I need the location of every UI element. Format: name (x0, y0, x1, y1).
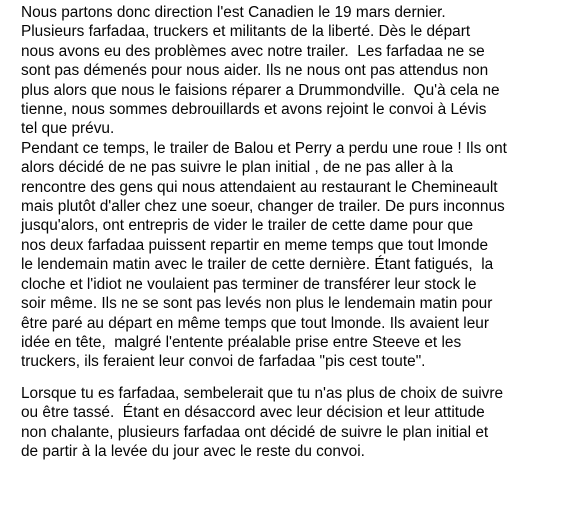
text-line: Plusieurs farfadaa, truckers et militants de la liberté. Dès le départ (21, 23, 471, 41)
text-line: idée en tête, malgré l'entente préalable prise entre Steeve et les (21, 333, 462, 351)
text-line: le lendemain matin avec le trailer de cette dernière. Étant fatigués, la (21, 256, 494, 274)
text-line: plus alors que nous le faisions réparer a Drummondville. Qu'à cela ne (21, 81, 500, 99)
text-line: truckers, ils feraient leur convoi de farfadaa "pis cest toute". (21, 353, 426, 371)
paragraph-1 (21, 3, 557, 372)
text-line: être paré au départ en même temps que tout lmonde. Ils avaient leur (21, 314, 489, 332)
text-line: de partir à la levée du jour avec le reste du convoi. (21, 442, 365, 460)
text-line: ou être tassé. Étant en désaccord avec leur décision et leur attitude (21, 404, 485, 422)
text-line: Pendant ce temps, le trailer de Balou et Perry a perdu une roue ! Ils ont (21, 139, 507, 157)
text-line: alors décidé de ne pas suivre le plan initial , de ne pas aller à la (21, 159, 454, 177)
text-line: sont pas démenés pour nous aider. Ils ne nous ont pas attendus non (21, 62, 489, 80)
text-line: rencontre des gens qui nous attendaient au restaurant le Chemineault (21, 178, 498, 196)
text-line: nos deux farfadaa puissent repartir en meme temps que tout lmonde (21, 236, 489, 254)
text-line: Nous partons donc direction l'est Canadien le 19 mars dernier. (21, 4, 446, 21)
text-line: Lorsque tu es farfadaa, sembelerait que tu n'as plus de choix de suivre (21, 384, 504, 402)
text-line: jusqu'alors, ont entrepris de vider le trailer de cette dame pour que (21, 217, 474, 235)
text-line: nous avons eu des problèmes avec notre trailer. Les farfadaa ne se (21, 42, 485, 60)
text-line: mais plutôt d'aller chez une soeur, changer de trailer. De purs inconnus (21, 198, 505, 216)
text-line: soir même. Ils ne se sont pas levés non plus le lendemain matin pour (21, 295, 493, 313)
paragraph-2 (21, 384, 557, 462)
text-line: tienne, nous sommes debrouillards et avons rejoint le convoi à Lévis (21, 101, 487, 119)
text-line: tel que prévu. (21, 120, 115, 138)
text-line: non chalante, plusieurs farfadaa ont décidé de suivre le plan initial et (21, 423, 489, 441)
post-body (21, 3, 557, 461)
text-line: cloche et l'idiot ne voulaient pas terminer de transférer leur stock le (21, 275, 477, 293)
